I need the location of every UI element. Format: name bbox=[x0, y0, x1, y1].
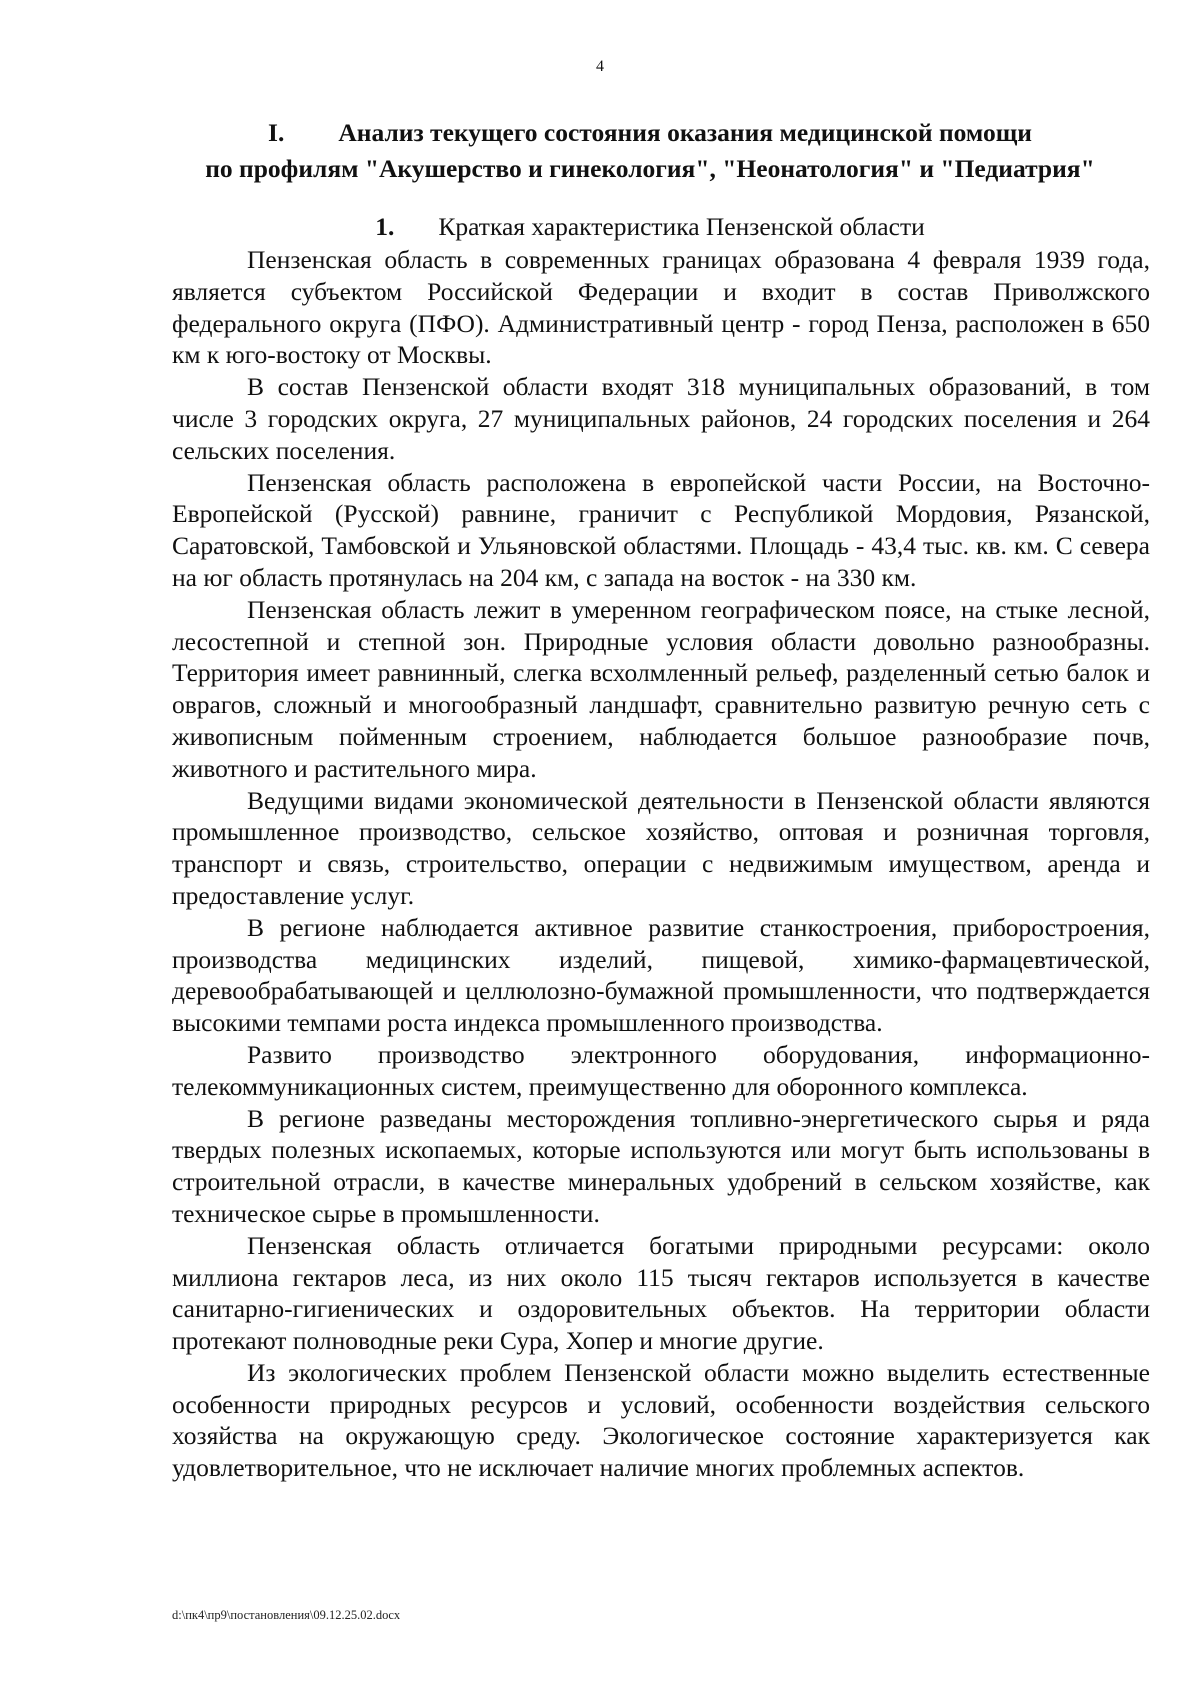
section-number: 1. bbox=[375, 212, 395, 241]
page-number: 4 bbox=[596, 58, 604, 75]
paragraph: Ведущими видами экономической деятельности в Пензенской области являются промышленное производство, сельское хозяйство, оптовая и розничная торговля, транспорт и связь, строительство, операции с недвижимым имуществом, аренда и предоставление услуг. bbox=[172, 785, 1150, 910]
paragraph: В состав Пензенской области входят 318 муниципальных образований, в том числе 3 городских округа, 27 муниципальных районов, 24 городских поселения и 264 сельских поселения. bbox=[172, 372, 1150, 465]
title-text-1: Анализ текущего состояния оказания медицинской помощи bbox=[338, 118, 1032, 147]
footer-file-path: d:\пк4\пр9\постановления\09.12.25.02.docx bbox=[172, 1608, 401, 1622]
paragraph: Пензенская область в современных границах образована 4 февраля 1939 года, является субъектом Российской Федерации и входит в состав Приволжского федерального округа (ПФО). Административный центр - город Пенза, расположен в 650 км к юго-востоку от Москвы. bbox=[172, 245, 1150, 370]
document-title bbox=[150, 115, 1150, 187]
paragraph: Пензенская область лежит в умеренном географическом поясе, на стыке лесной, лесостепной и степной зон. Природные условия области довольно разнообразны. Территория имеет равнинный, слегка всхолмленный рельеф, разделенный сетью балок и оврагов, сложный и многообразный ландшафт, сравнительно развитую речную сеть с живописным пойменным строением, наблюдается большое разнообразие почв, животного и растительного мира. bbox=[172, 594, 1150, 783]
title-line-2: по профилям "Акушерство и гинекология", "Неонатология" и "Педиатрия" bbox=[205, 154, 1095, 183]
paragraph: В регионе наблюдается активное развитие станкостроения, приборостроения, производства медицинских изделий, пищевой, химико-фармацевтической, деревообрабатывающей и целлюлозно-бумажной промышленности, что подтверждается высокими темпами роста индекса промышленного производства. bbox=[172, 912, 1150, 1038]
paragraph: Пензенская область расположена в европейской части России, на Восточно-Европейской (Русской) равнине, граничит с Республикой Мордовия, Рязанской, Саратовской, Тамбовской и Ульяновской областями. Площадь - 43,4 тыс. кв. км. С севера на юг область протянулась на 204 км, с запада на восток - на 330 км. bbox=[172, 467, 1150, 592]
section-title: Краткая характеристика Пензенской области bbox=[438, 212, 925, 241]
paragraph: Из экологических проблем Пензенской области можно выделить естественные особенности природных ресурсов и условий, особенности воздействия сельского хозяйства на окружающую среду. Экологическое состояние характеризуется как удовлетворительное, что не исключает наличие многих проблемных аспектов. bbox=[172, 1357, 1150, 1483]
paragraph: Развито производство электронного оборудования, информационно-телекоммуникационных систем, преимущественно для оборонного комплекса. bbox=[172, 1039, 1150, 1101]
title-line-1 bbox=[150, 115, 1150, 151]
body-text bbox=[172, 244, 1150, 1484]
title-number: I. bbox=[268, 118, 285, 147]
paragraph: В регионе разведаны месторождения топливно-энергетического сырья и ряда твердых полезных ископаемых, которые используются или могут быть использованы в строительной отрасли, в качестве минеральных удобрений в сельском хозяйстве, как техническое сырье в промышленности. bbox=[172, 1103, 1150, 1228]
section-heading bbox=[150, 211, 1150, 243]
paragraph: Пензенская область отличается богатыми природными ресурсами: около миллиона гектаров леса, из них около 115 тысяч гектаров используется в качестве санитарно-гигиенических и оздоровительных объектов. На территории области протекают полноводные реки Сура, Хопер и многие другие. bbox=[172, 1230, 1150, 1356]
